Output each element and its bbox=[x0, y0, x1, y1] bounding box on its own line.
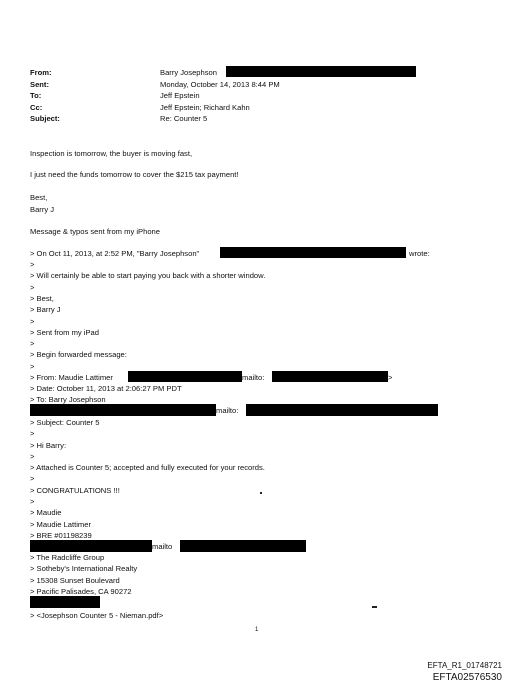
quote-line: > CONGRATULATIONS !!! bbox=[30, 486, 120, 495]
quote-line: > bbox=[30, 429, 35, 438]
quote-line: > Will certainly be able to start paying you back with a shorter window. bbox=[30, 271, 266, 280]
quote-line: > bbox=[30, 260, 35, 269]
body-line: I just need the funds tomorrow to cover the $215 tax payment! bbox=[30, 170, 239, 179]
scan-speck bbox=[260, 492, 262, 494]
from-value: Barry Josephson bbox=[160, 68, 217, 77]
redaction-bar bbox=[30, 596, 100, 608]
attachment-line: > <Josephson Counter 5 - Nieman.pdf> bbox=[30, 611, 164, 620]
redaction-bar bbox=[30, 404, 216, 416]
to-value: Jeff Epstein bbox=[160, 91, 200, 100]
quote-line: > Maudie Lattimer bbox=[30, 520, 91, 529]
body-line: Best, bbox=[30, 193, 48, 202]
redaction-bar bbox=[226, 66, 416, 77]
redaction-bar bbox=[30, 540, 152, 552]
page-number: 1 bbox=[255, 627, 259, 633]
quote-line: > Attached is Counter 5; accepted and fully executed for your records. bbox=[30, 463, 265, 472]
quote-line: > bbox=[30, 362, 35, 371]
quote-line: > bbox=[30, 497, 35, 506]
body-line: Message & typos sent from my iPhone bbox=[30, 227, 160, 236]
quote-line: > Best, bbox=[30, 294, 54, 303]
quote-line: > bbox=[30, 474, 35, 483]
quote-line: > 15308 Sunset Boulevard bbox=[30, 576, 120, 585]
quote-line: > bbox=[30, 339, 35, 348]
cc-value: Jeff Epstein; Richard Kahn bbox=[160, 103, 250, 112]
quote-line: > To: Barry Josephson bbox=[30, 395, 106, 404]
quote-line: > On Oct 11, 2013, at 2:52 PM, "Barry Josephson" bbox=[30, 249, 200, 258]
document-id: EFTA_R1_01748721 bbox=[427, 661, 502, 670]
sent-value: Monday, October 14, 2013 8:44 PM bbox=[160, 80, 280, 89]
redaction-bar bbox=[180, 540, 306, 552]
quote-line: > Sent from my iPad bbox=[30, 328, 100, 337]
from-label: From: bbox=[30, 68, 52, 77]
quote-line: > Hi Barry: bbox=[30, 441, 67, 450]
to-label: To: bbox=[30, 91, 42, 100]
quote-line: > Date: October 11, 2013 at 2:06:27 PM PDT bbox=[30, 384, 182, 393]
quote-line: > Subject: Counter 5 bbox=[30, 418, 100, 427]
quote-line: > bbox=[30, 283, 35, 292]
cc-label: Cc: bbox=[30, 103, 43, 112]
scan-speck bbox=[372, 606, 377, 608]
quote-line: > Barry J bbox=[30, 305, 61, 314]
quote-line: > bbox=[30, 317, 35, 326]
bates-number: EFTA02576530 bbox=[432, 672, 502, 683]
body-line: Barry J bbox=[30, 205, 55, 214]
quote-line: > Begin forwarded message: bbox=[30, 350, 127, 359]
quote-line: > Sotheby's International Realty bbox=[30, 564, 138, 573]
quote-line: wrote: bbox=[409, 249, 430, 258]
quote-line: mailto: bbox=[216, 406, 239, 415]
quote-line: > bbox=[388, 373, 393, 382]
quote-line: > The Radcliffe Group bbox=[30, 553, 105, 562]
redaction-bar bbox=[246, 404, 438, 416]
subject-label: Subject: bbox=[30, 114, 60, 123]
subject-value: Re: Counter 5 bbox=[160, 114, 208, 123]
quote-line: > From: Maudie Lattimer bbox=[30, 373, 113, 382]
quote-line: > Maudie bbox=[30, 508, 62, 517]
sent-label: Sent: bbox=[30, 80, 49, 89]
quote-line: > Pacific Palisades, CA 90272 bbox=[30, 587, 132, 596]
redaction-bar bbox=[220, 247, 406, 258]
body-line: Inspection is tomorrow, the buyer is moving fast, bbox=[30, 149, 193, 158]
quote-line: > BRE #01198239 bbox=[30, 531, 92, 540]
quote-line: mailto: bbox=[242, 373, 265, 382]
redaction-bar bbox=[272, 371, 388, 382]
quote-line: > bbox=[30, 452, 35, 461]
redaction-bar bbox=[128, 371, 242, 382]
quote-line: mailto bbox=[152, 542, 173, 551]
